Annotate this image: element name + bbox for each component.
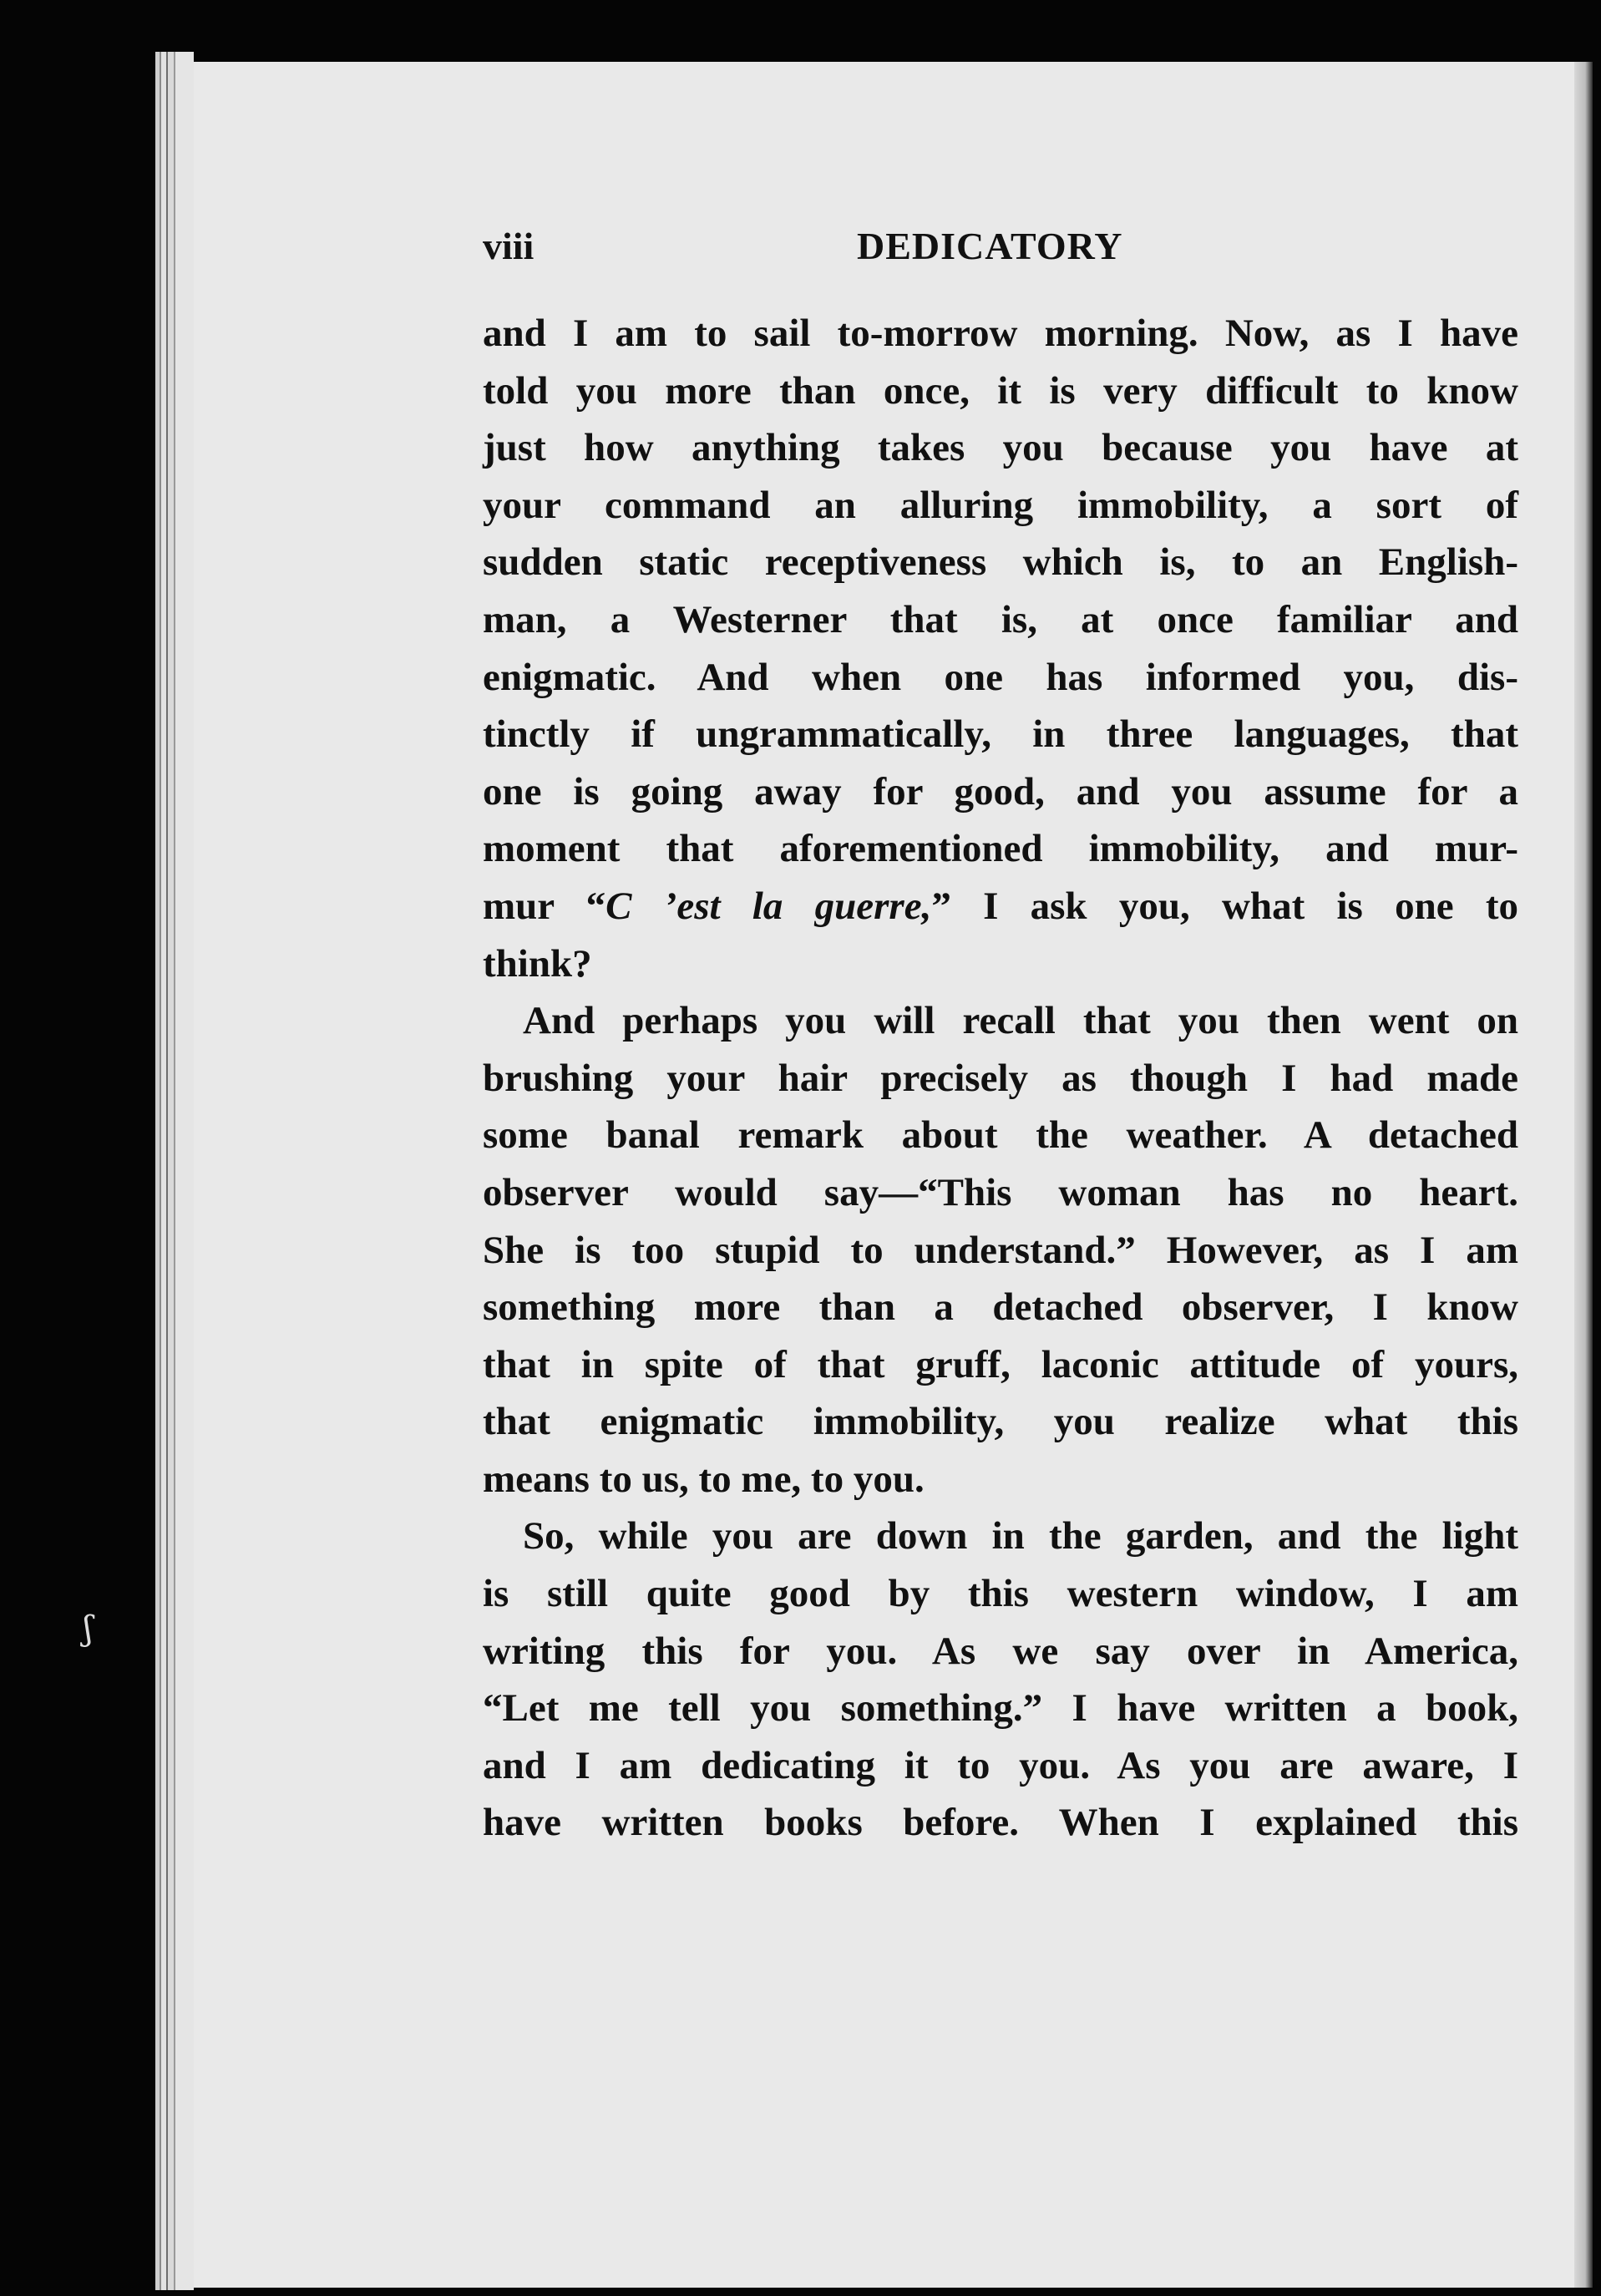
text-line: man, a Westerner that is, at once familiar and: [483, 597, 1518, 641]
text-line: observer would say—“This woman has no heart.: [483, 1170, 1518, 1214]
text-line: sudden static receptiveness which is, to an English-: [483, 540, 1518, 585]
text-line: enigmatic. And when one has informed you, dis-: [483, 655, 1518, 699]
text-line: and I am to sail to-morrow morning. Now, as I have: [483, 312, 1518, 355]
text-line: tinctly if ungrammatically, in three languages, that: [483, 712, 1518, 757]
text-line: think?: [483, 941, 592, 986]
text-line: one is going away for good, and you assume for a: [483, 769, 1518, 813]
text-line: told you more than once, it is very difficult to know: [483, 368, 1518, 413]
text-line: And perhaps you will recall that you then went on: [523, 999, 1518, 1043]
paragraph: [483, 992, 1518, 1508]
quote-after: ” I ask you, what is one to: [931, 884, 1518, 928]
text-line: brushing your hair precisely as though I had made: [483, 1056, 1518, 1100]
text-line: She is too stupid to understand.” However, as I am: [483, 1228, 1518, 1272]
text-line: that in spite of that gruff, laconic attitude of yours,: [483, 1342, 1518, 1386]
text-line: means to us, to me, to you.: [483, 1457, 925, 1501]
text-line: So, while you are down in the garden, and the light: [523, 1514, 1518, 1559]
text-line: writing this for you. As we say over in America,: [483, 1629, 1518, 1673]
paragraph: [483, 1508, 1518, 1852]
text-line: is still quite good by this western window, I am: [483, 1572, 1518, 1616]
text-line: just how anything takes you because you have at: [483, 426, 1518, 470]
text-line: have written books before. When I explained this: [483, 1801, 1518, 1845]
text-line: and I am dedicating it to you. As you are aware, I: [483, 1743, 1518, 1787]
running-head: [483, 215, 1518, 274]
text-line: moment that aforementioned immobility, and mur-: [483, 827, 1518, 871]
french-quote: C ’est la guerre,: [605, 884, 932, 928]
margin-mark: ʃ: [84, 1609, 93, 1648]
page-number: viii: [483, 225, 535, 267]
text-line: that enigmatic immobility, you realize what this: [483, 1400, 1518, 1444]
paragraph: [483, 305, 1518, 992]
page-title: DEDICATORY: [857, 225, 1123, 267]
text-line: your command an alluring immobility, a sort of: [483, 483, 1518, 527]
body-text: [483, 305, 1518, 1852]
page-edges: [155, 52, 194, 2290]
page-right-edge: [1574, 62, 1593, 2288]
text-line-with-quote: [483, 878, 1518, 935]
text-line: some banal remark about the weather. A detached: [483, 1113, 1518, 1158]
quote-before: mur “: [483, 884, 606, 928]
text-line: “Let me tell you something.” I have written a book,: [483, 1686, 1518, 1731]
text-line: something more than a detached observer, I know: [483, 1285, 1518, 1330]
